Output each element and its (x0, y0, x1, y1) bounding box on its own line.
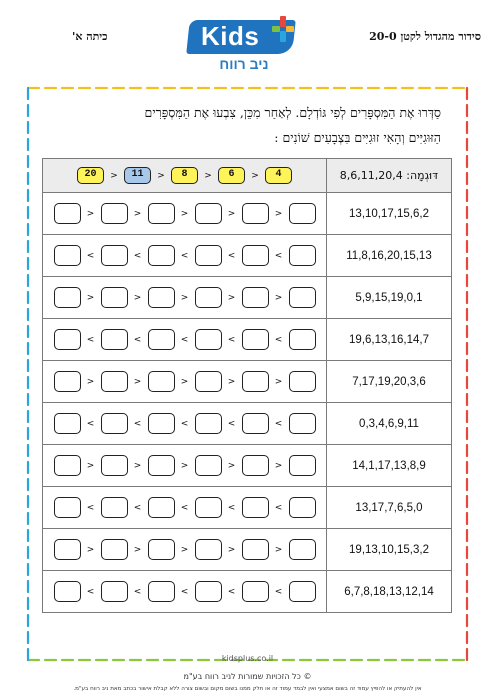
answer-cell (43, 487, 327, 529)
number-set: 7,17,19,20,3,6 (327, 361, 452, 403)
comparison-sign: > (274, 208, 283, 219)
answer-boxes (43, 403, 326, 444)
example-answer-box: 4 (265, 167, 292, 184)
comparison-sign: > (180, 376, 189, 387)
comparison-sign: < (274, 418, 283, 429)
number-set: 19,13,10,15,3,2 (327, 529, 452, 571)
exercise-row (43, 277, 452, 319)
comparison-sign: > (133, 208, 142, 219)
comparison-sign: > (204, 170, 212, 181)
comparison-sign: > (180, 208, 189, 219)
answer-box[interactable] (101, 455, 128, 476)
answer-cell (43, 235, 327, 277)
answer-box[interactable] (101, 287, 128, 308)
answer-boxes (43, 277, 326, 318)
answer-box[interactable] (54, 413, 81, 434)
answer-boxes (43, 361, 326, 402)
answer-box[interactable] (101, 245, 128, 266)
comparison-sign: > (86, 208, 95, 219)
answer-cell (43, 361, 327, 403)
answer-box[interactable] (242, 539, 269, 560)
answer-cell (43, 529, 327, 571)
answer-box[interactable] (148, 371, 175, 392)
comparison-sign: < (274, 250, 283, 261)
comparison-sign: > (274, 376, 283, 387)
comparison-sign: < (86, 334, 95, 345)
comparison-sign: < (180, 334, 189, 345)
answer-box[interactable] (101, 371, 128, 392)
answer-box[interactable] (101, 581, 128, 602)
answer-box[interactable] (289, 455, 316, 476)
comparison-sign: < (180, 502, 189, 513)
comparison-sign: > (274, 292, 283, 303)
comparison-sign: > (227, 292, 236, 303)
comparison-sign: > (157, 170, 165, 181)
grade-label: כיתה א' (72, 30, 108, 43)
answer-box[interactable] (195, 245, 222, 266)
comparison-sign: > (133, 376, 142, 387)
answer-box[interactable] (289, 371, 316, 392)
answer-box[interactable] (54, 245, 81, 266)
answer-boxes (43, 571, 326, 612)
exercise-row (43, 319, 452, 361)
legal-disclaimer: אין להעתיק או להפיץ עמוד זה בשום אמצעי ואין לבמד עמוד זה או חלק ממנו בשום מקום ובשום צורה ללא קבלת אישור בכתב מאת ניב רווח בע"מ. (73, 686, 422, 692)
answer-box[interactable] (242, 371, 269, 392)
comparison-sign: > (227, 460, 236, 471)
comparison-sign: < (274, 502, 283, 513)
answer-box[interactable] (54, 497, 81, 518)
comparison-sign: < (86, 250, 95, 261)
number-set: 0,3,4,6,9,11 (327, 403, 452, 445)
answer-cell (43, 571, 327, 613)
comparison-sign: > (227, 208, 236, 219)
answer-box[interactable] (195, 329, 222, 350)
exercise-row (43, 361, 452, 403)
comparison-sign: < (227, 250, 236, 261)
comparison-sign: < (180, 418, 189, 429)
exercise-row (43, 529, 452, 571)
comparison-sign: < (227, 586, 236, 597)
answer-box[interactable] (101, 497, 128, 518)
comparison-sign: > (227, 544, 236, 555)
number-set: 13,17,7,6,5,0 (327, 487, 452, 529)
answer-box[interactable] (242, 245, 269, 266)
answer-boxes (43, 529, 326, 570)
comparison-sign: < (227, 334, 236, 345)
copyright-notice: © כל הזכויות שמורות לניב רווח בע"מ (183, 672, 312, 681)
answer-box[interactable] (242, 413, 269, 434)
number-set: 14,1,17,13,8,9 (327, 445, 452, 487)
answer-box[interactable] (148, 329, 175, 350)
comparison-sign: < (180, 250, 189, 261)
comparison-sign: > (133, 292, 142, 303)
comparison-sign: > (133, 460, 142, 471)
answer-box[interactable] (148, 413, 175, 434)
comparison-sign: < (86, 418, 95, 429)
answer-box[interactable] (148, 287, 175, 308)
example-answer-box: 6 (218, 167, 245, 184)
answer-box[interactable] (54, 287, 81, 308)
number-set: 5,9,15,19,0,1 (327, 277, 452, 319)
comparison-sign: < (86, 502, 95, 513)
answer-box[interactable] (242, 581, 269, 602)
answer-box[interactable] (54, 539, 81, 560)
comparison-sign: < (133, 586, 142, 597)
worksheet-title: סידור מהגדול לקטן 20-0 (369, 30, 481, 43)
comparison-sign: > (133, 544, 142, 555)
answer-box[interactable] (195, 497, 222, 518)
answer-box[interactable] (54, 455, 81, 476)
answer-box[interactable] (54, 329, 81, 350)
number-set: 6,7,8,18,13,12,14 (327, 571, 452, 613)
answer-box[interactable] (148, 203, 175, 224)
answer-box[interactable] (242, 329, 269, 350)
logo-subtitle: ניב רווח (219, 56, 269, 72)
comparison-sign: > (86, 460, 95, 471)
example-answer-box: 20 (77, 167, 104, 184)
comparison-sign: > (86, 292, 95, 303)
comparison-sign: < (274, 586, 283, 597)
answer-box[interactable] (101, 203, 128, 224)
answer-cell (43, 403, 327, 445)
comparison-sign: < (180, 586, 189, 597)
answer-box[interactable] (289, 245, 316, 266)
answer-box[interactable] (101, 329, 128, 350)
comparison-sign: > (110, 170, 118, 181)
answer-box[interactable] (195, 581, 222, 602)
example-answer-cell (43, 159, 327, 193)
exercise-row (43, 403, 452, 445)
answer-cell (43, 193, 327, 235)
answer-boxes (43, 319, 326, 360)
comparison-sign: < (274, 334, 283, 345)
answer-box[interactable] (289, 539, 316, 560)
answer-box[interactable] (54, 371, 81, 392)
example-answer-boxes (43, 159, 326, 192)
answer-box[interactable] (195, 455, 222, 476)
example-answer-box: 11 (124, 167, 151, 184)
answer-box[interactable] (54, 581, 81, 602)
answer-box[interactable] (148, 581, 175, 602)
answer-box[interactable] (195, 539, 222, 560)
answer-box[interactable] (195, 371, 222, 392)
site-url: kidsplus.co.il (221, 654, 274, 663)
answer-box[interactable] (289, 413, 316, 434)
answer-cell (43, 277, 327, 319)
comparison-sign: > (180, 544, 189, 555)
comparison-sign: < (133, 250, 142, 261)
example-label: דּוּגְמָה: 8,6,11,20,4 (327, 159, 452, 193)
exercise-table (42, 158, 452, 613)
comparison-sign: < (227, 418, 236, 429)
comparison-sign: < (133, 502, 142, 513)
answer-box[interactable] (195, 203, 222, 224)
answer-box[interactable] (148, 539, 175, 560)
answer-box[interactable] (242, 497, 269, 518)
answer-cell (43, 445, 327, 487)
answer-boxes (43, 445, 326, 486)
answer-box[interactable] (242, 455, 269, 476)
instructions-line-1: סַדְּרוּ אֶת הַמִּסְפָּרִים לְפִי גּוֹדְלָם. לְאַחַר מִכֵּן, צִבְעוּ אֶת הַמִּסְפָּרִים (144, 105, 441, 120)
answer-box[interactable] (54, 203, 81, 224)
comparison-sign: < (86, 586, 95, 597)
answer-box[interactable] (195, 413, 222, 434)
instructions (51, 100, 441, 150)
answer-cell (43, 319, 327, 361)
comparison-sign: < (227, 502, 236, 513)
exercise-row (43, 193, 452, 235)
answer-box[interactable] (148, 497, 175, 518)
answer-box[interactable] (289, 203, 316, 224)
answer-box[interactable] (148, 245, 175, 266)
comparison-sign: > (227, 376, 236, 387)
comparison-sign: > (180, 292, 189, 303)
answer-boxes (43, 235, 326, 276)
logo-text: Kids (201, 21, 260, 51)
answer-box[interactable] (101, 539, 128, 560)
exercise-row (43, 235, 452, 277)
comparison-sign: > (86, 376, 95, 387)
answer-box[interactable] (242, 287, 269, 308)
answer-box[interactable] (289, 581, 316, 602)
comparison-sign: < (133, 418, 142, 429)
answer-box[interactable] (148, 455, 175, 476)
comparison-sign: > (274, 544, 283, 555)
number-set: 13,10,17,15,6,2 (327, 193, 452, 235)
answer-box[interactable] (101, 413, 128, 434)
example-row (43, 159, 452, 193)
instructions-line-2: הַזּוּגִיִּים וְהָאִי זוּגִיִּים בִּצְבָעִים שׁוֹנִים : (274, 130, 441, 145)
comparison-sign: > (274, 460, 283, 471)
number-set: 19,6,13,16,14,7 (327, 319, 452, 361)
comparison-sign: > (180, 460, 189, 471)
answer-box[interactable] (289, 329, 316, 350)
comparison-sign: > (86, 544, 95, 555)
answer-box[interactable] (289, 497, 316, 518)
comparison-sign: > (251, 170, 259, 181)
answer-boxes (43, 193, 326, 234)
exercise-row (43, 445, 452, 487)
answer-boxes (43, 487, 326, 528)
comparison-sign: < (133, 334, 142, 345)
exercise-row (43, 571, 452, 613)
example-answer-box: 8 (171, 167, 198, 184)
answer-box[interactable] (195, 287, 222, 308)
exercise-row (43, 487, 452, 529)
answer-box[interactable] (242, 203, 269, 224)
number-set: 11,8,16,20,15,13 (327, 235, 452, 277)
answer-box[interactable] (289, 287, 316, 308)
